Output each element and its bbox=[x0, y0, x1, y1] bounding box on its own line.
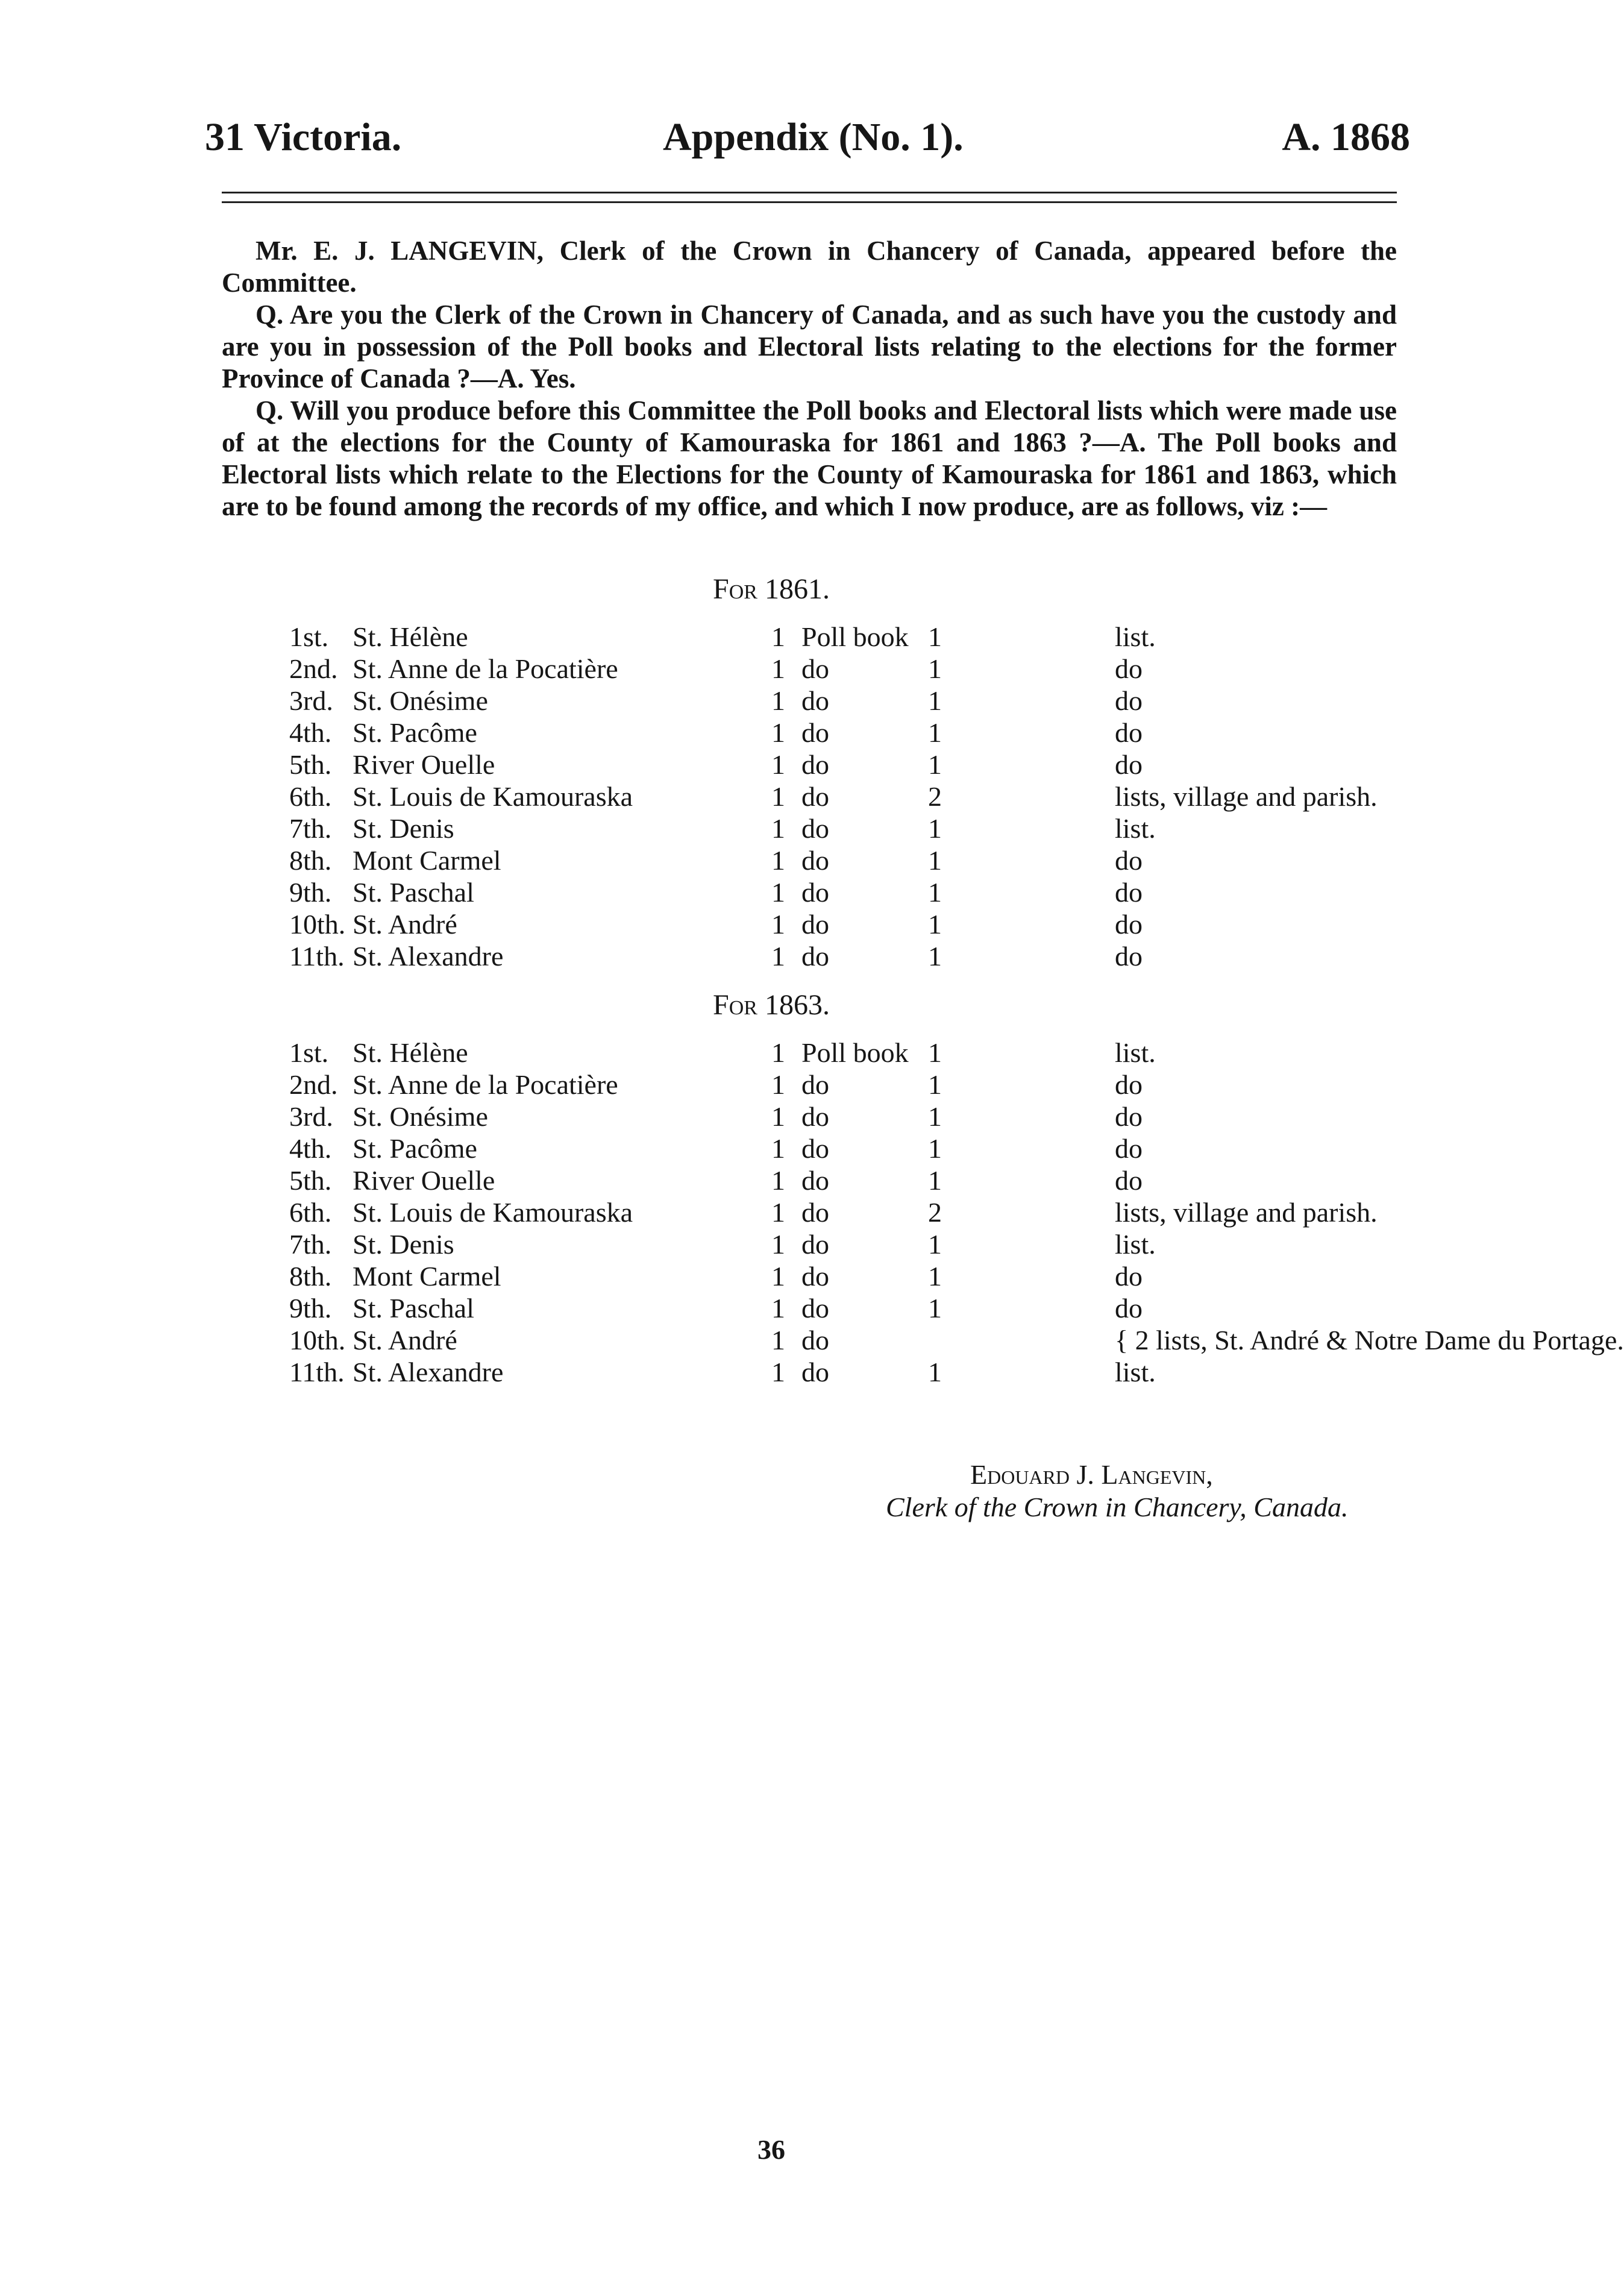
row-list-note: { 2 lists, St. André & Notre Dame du Portage. bbox=[1115, 1325, 1624, 1355]
row-list-count: 1 bbox=[928, 877, 942, 908]
row-list-note: do bbox=[1115, 877, 1143, 908]
row-parish: St. Pacôme bbox=[353, 717, 477, 748]
list-row bbox=[289, 780, 1378, 812]
list-row bbox=[289, 1324, 1624, 1356]
row-count: 1 bbox=[771, 813, 785, 844]
row-parish: St. Denis bbox=[353, 1229, 454, 1260]
row-list-count: 1 bbox=[928, 813, 942, 844]
list-row bbox=[289, 749, 1193, 780]
row-type: do bbox=[801, 1101, 829, 1132]
row-count: 1 bbox=[771, 1293, 785, 1324]
row-count: 1 bbox=[771, 845, 785, 876]
list-row bbox=[289, 876, 1193, 908]
row-type: do bbox=[801, 653, 829, 684]
row-type: do bbox=[801, 941, 829, 972]
row-list-count: 1 bbox=[928, 749, 942, 780]
row-ordinal: 11th. bbox=[289, 1357, 345, 1387]
row-ordinal: 1st. bbox=[289, 1037, 329, 1068]
row-list-note: do bbox=[1115, 1069, 1143, 1100]
row-list-note: do bbox=[1115, 1261, 1143, 1292]
row-type: do bbox=[801, 909, 829, 940]
signature-title: Clerk of the Crown in Chancery, Canada. bbox=[886, 1492, 1349, 1522]
row-list-count: 1 bbox=[928, 845, 942, 876]
row-list-note: do bbox=[1115, 653, 1143, 684]
row-parish: River Ouelle bbox=[353, 1165, 495, 1196]
list-row bbox=[289, 621, 1193, 653]
signature-name: Edouard J. Langevin, bbox=[970, 1459, 1213, 1490]
row-type: do bbox=[801, 749, 829, 780]
page-number: 36 bbox=[757, 2134, 785, 2165]
list-row bbox=[289, 1037, 1193, 1069]
row-list-note: do bbox=[1115, 1101, 1143, 1132]
row-type: Poll book bbox=[801, 1037, 909, 1068]
row-list-note: do bbox=[1115, 1133, 1143, 1164]
row-list-note: do bbox=[1115, 909, 1143, 940]
row-ordinal: 1st. bbox=[289, 621, 329, 652]
row-list-note: do bbox=[1115, 845, 1143, 876]
header-year: A. 1868 bbox=[1282, 115, 1410, 159]
row-parish: St. Pacôme bbox=[353, 1133, 477, 1164]
row-parish: St. Anne de la Pocatière bbox=[353, 653, 618, 684]
intro-text bbox=[222, 235, 1397, 523]
row-ordinal: 7th. bbox=[289, 1229, 332, 1260]
intro-paragraph-2: Q. Are you the Clerk of the Crown in Chancery of Canada, and as such have you the custody and are you in possession of the Poll books and Electoral lists relating to the elections for the former Province of Canada ?—A. Yes. bbox=[222, 300, 1397, 394]
row-count: 1 bbox=[771, 1357, 785, 1387]
row-ordinal: 8th. bbox=[289, 1261, 332, 1292]
row-ordinal: 4th. bbox=[289, 1133, 332, 1164]
row-list-note: list. bbox=[1115, 813, 1156, 844]
row-list-note: list. bbox=[1115, 1229, 1156, 1260]
section-title-1861: For 1861. bbox=[713, 573, 830, 605]
row-ordinal: 5th. bbox=[289, 749, 332, 780]
row-count: 1 bbox=[771, 685, 785, 716]
row-type: do bbox=[801, 1133, 829, 1164]
row-list-note: do bbox=[1115, 717, 1143, 748]
row-list-count: 1 bbox=[928, 909, 942, 940]
list-row bbox=[289, 1228, 1193, 1260]
row-type: Poll book bbox=[801, 621, 909, 652]
row-ordinal: 10th. bbox=[289, 1325, 346, 1355]
row-count: 1 bbox=[771, 1165, 785, 1196]
list-row bbox=[289, 1292, 1193, 1324]
row-ordinal: 10th. bbox=[289, 909, 346, 940]
row-parish: St. Paschal bbox=[353, 877, 474, 908]
row-parish: St. Paschal bbox=[353, 1293, 474, 1324]
row-parish: Mont Carmel bbox=[353, 1261, 501, 1292]
row-ordinal: 9th. bbox=[289, 1293, 332, 1324]
list-row bbox=[289, 653, 1193, 685]
list-row bbox=[289, 940, 1193, 972]
row-list-note: do bbox=[1115, 749, 1143, 780]
row-list-count: 1 bbox=[928, 1229, 942, 1260]
list-row bbox=[289, 844, 1193, 876]
row-count: 1 bbox=[771, 781, 785, 812]
row-type: do bbox=[801, 1165, 829, 1196]
row-type: do bbox=[801, 813, 829, 844]
row-list-note: lists, village and parish. bbox=[1115, 781, 1378, 812]
row-list-note: list. bbox=[1115, 621, 1156, 652]
row-count: 1 bbox=[771, 1229, 785, 1260]
list-1861 bbox=[289, 621, 1378, 972]
row-list-count: 1 bbox=[928, 941, 942, 972]
row-ordinal: 6th. bbox=[289, 1197, 332, 1228]
row-type: do bbox=[801, 1357, 829, 1387]
row-count: 1 bbox=[771, 1325, 785, 1355]
section-title-1863: For 1863. bbox=[713, 989, 830, 1021]
row-list-note: do bbox=[1115, 941, 1143, 972]
row-type: do bbox=[801, 1197, 829, 1228]
header-appendix: Appendix (No. 1). bbox=[663, 115, 964, 159]
row-ordinal: 2nd. bbox=[289, 1069, 338, 1100]
row-count: 1 bbox=[771, 1133, 785, 1164]
row-list-note: do bbox=[1115, 1293, 1143, 1324]
row-list-count: 1 bbox=[928, 1069, 942, 1100]
row-type: do bbox=[801, 1069, 829, 1100]
row-type: do bbox=[801, 1229, 829, 1260]
list-row bbox=[289, 1101, 1193, 1132]
row-list-note: list. bbox=[1115, 1037, 1156, 1068]
page-header bbox=[205, 115, 1410, 175]
row-ordinal: 5th. bbox=[289, 1165, 332, 1196]
list-row bbox=[289, 1196, 1378, 1228]
row-parish: Mont Carmel bbox=[353, 845, 501, 876]
list-row bbox=[289, 1260, 1193, 1292]
row-list-note: list. bbox=[1115, 1357, 1156, 1387]
intro-paragraph-1: Mr. E. J. LANGEVIN, Clerk of the Crown in Chancery of Canada, appeared before the Committee. bbox=[222, 236, 1397, 298]
row-count: 1 bbox=[771, 653, 785, 684]
row-type: do bbox=[801, 845, 829, 876]
row-count: 1 bbox=[771, 621, 785, 652]
list-row bbox=[289, 1164, 1193, 1196]
row-parish: St. André bbox=[353, 1325, 457, 1355]
row-count: 1 bbox=[771, 877, 785, 908]
row-parish: St. Alexandre bbox=[353, 1357, 504, 1387]
row-parish: St. Denis bbox=[353, 813, 454, 844]
row-list-count: 1 bbox=[928, 1037, 942, 1068]
row-list-count: 2 bbox=[928, 1197, 942, 1228]
row-count: 1 bbox=[771, 1101, 785, 1132]
intro-paragraph-3: Q. Will you produce before this Committee the Poll books and Electoral lists which were made use of at the elections for the County of Kamouraska for 1861 and 1863 ?—A. The Poll books and Electoral lists which relate to the Elections for the County of Kamouraska for 1861 and 1863, which are to be found among the records of my office, and which I now produce, are as follows, viz :— bbox=[222, 395, 1397, 521]
row-list-note: do bbox=[1115, 1165, 1143, 1196]
list-row bbox=[289, 1069, 1193, 1101]
row-ordinal: 7th. bbox=[289, 813, 332, 844]
row-count: 1 bbox=[771, 1197, 785, 1228]
row-type: do bbox=[801, 877, 829, 908]
row-parish: St. Louis de Kamouraska bbox=[353, 781, 633, 812]
row-type: do bbox=[801, 1325, 829, 1355]
row-list-count: 1 bbox=[928, 621, 942, 652]
row-list-count: 1 bbox=[928, 717, 942, 748]
row-parish: St. Hélène bbox=[353, 621, 468, 652]
row-list-count: 1 bbox=[928, 1133, 942, 1164]
row-type: do bbox=[801, 1293, 829, 1324]
list-row bbox=[289, 1356, 1193, 1388]
row-parish: St. Alexandre bbox=[353, 941, 504, 972]
row-parish: St. Hélène bbox=[353, 1037, 468, 1068]
row-parish: River Ouelle bbox=[353, 749, 495, 780]
list-row bbox=[289, 1132, 1193, 1164]
header-session: 31 Victoria. bbox=[205, 115, 402, 159]
row-list-count: 1 bbox=[928, 1293, 942, 1324]
row-parish: St. Onésime bbox=[353, 685, 488, 716]
row-count: 1 bbox=[771, 1037, 785, 1068]
row-list-count: 1 bbox=[928, 685, 942, 716]
row-list-count: 1 bbox=[928, 1165, 942, 1196]
row-list-note: lists, village and parish. bbox=[1115, 1197, 1378, 1228]
signature-block bbox=[886, 1459, 1428, 1524]
row-ordinal: 2nd. bbox=[289, 653, 338, 684]
row-ordinal: 8th. bbox=[289, 845, 332, 876]
row-type: do bbox=[801, 685, 829, 716]
list-row bbox=[289, 908, 1193, 940]
row-count: 1 bbox=[771, 1261, 785, 1292]
header-rule-top bbox=[222, 192, 1397, 193]
row-count: 1 bbox=[771, 941, 785, 972]
list-1863 bbox=[289, 1037, 1624, 1388]
row-type: do bbox=[801, 1261, 829, 1292]
row-ordinal: 3rd. bbox=[289, 685, 333, 716]
row-count: 1 bbox=[771, 909, 785, 940]
list-row bbox=[289, 717, 1193, 749]
row-ordinal: 3rd. bbox=[289, 1101, 333, 1132]
row-type: do bbox=[801, 717, 829, 748]
header-rule-bottom bbox=[222, 201, 1397, 203]
row-parish: St. Anne de la Pocatière bbox=[353, 1069, 618, 1100]
row-count: 1 bbox=[771, 749, 785, 780]
row-parish: St. Louis de Kamouraska bbox=[353, 1197, 633, 1228]
row-ordinal: 9th. bbox=[289, 877, 332, 908]
row-list-count: 2 bbox=[928, 781, 942, 812]
list-row bbox=[289, 812, 1193, 844]
row-ordinal: 4th. bbox=[289, 717, 332, 748]
row-ordinal: 11th. bbox=[289, 941, 345, 972]
row-list-note: do bbox=[1115, 685, 1143, 716]
row-list-count: 1 bbox=[928, 1261, 942, 1292]
list-row bbox=[289, 685, 1193, 717]
row-parish: St. Onésime bbox=[353, 1101, 488, 1132]
row-parish: St. André bbox=[353, 909, 457, 940]
row-count: 1 bbox=[771, 1069, 785, 1100]
row-ordinal: 6th. bbox=[289, 781, 332, 812]
row-type: do bbox=[801, 781, 829, 812]
row-list-count: 1 bbox=[928, 1101, 942, 1132]
row-count: 1 bbox=[771, 717, 785, 748]
row-list-count: 1 bbox=[928, 653, 942, 684]
row-list-count: 1 bbox=[928, 1357, 942, 1387]
